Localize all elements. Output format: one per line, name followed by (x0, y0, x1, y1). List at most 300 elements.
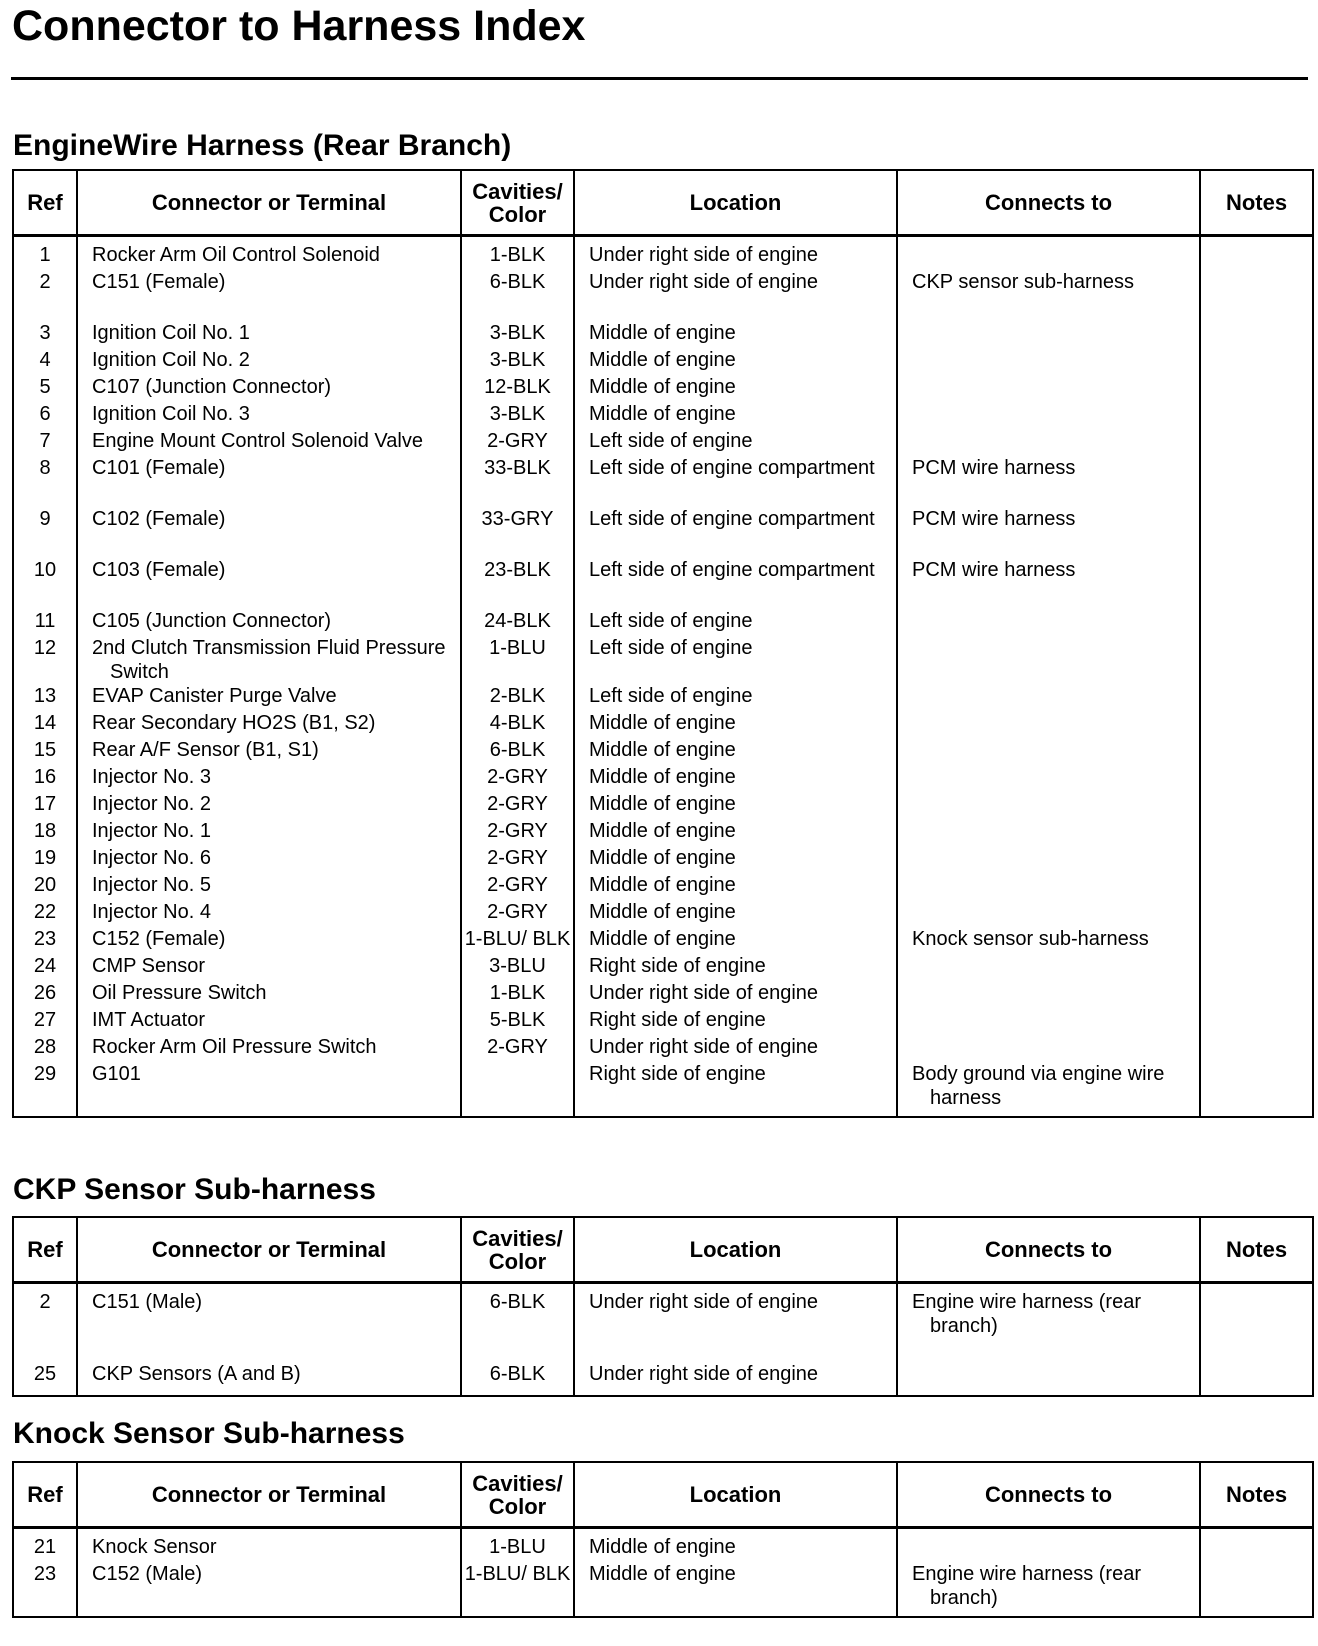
location-cell (574, 900, 897, 927)
ref-cell-text: 20 (33, 874, 57, 896)
location-cell (574, 1362, 897, 1396)
cavities-cell (461, 456, 574, 483)
location-cell-text: Under right side of engine (589, 244, 819, 266)
ref-cell (13, 954, 77, 981)
ref-cell (13, 321, 77, 348)
connector-cell-text: C101 (Female) (92, 457, 226, 479)
location-cell-text: Middle of engine (589, 847, 736, 869)
ref-cell-text: 4 (39, 349, 51, 371)
spacer-cell (574, 297, 897, 321)
connector-cell-text: C151 (Female) (92, 271, 226, 293)
table-row (13, 1035, 1313, 1062)
ref-cell-text: 9 (39, 508, 51, 530)
ref-cell-text: 17 (33, 793, 57, 815)
connector-cell-text: CKP Sensors (A and B) (92, 1363, 301, 1385)
location-cell-text: Under right side of engine (589, 271, 819, 293)
header-notes: Notes (1200, 1217, 1313, 1283)
connector-cell-text: Ignition Coil No. 2 (92, 349, 250, 371)
connector-cell-text: Rear A/F Sensor (B1, S1) (92, 739, 319, 761)
ref-cell (13, 792, 77, 819)
location-cell-text: Left side of engine (589, 637, 753, 659)
connector-cell (77, 927, 461, 954)
table-row (13, 738, 1313, 765)
cavities-cell-text: 1-BLU (489, 637, 546, 659)
location-cell-text: Middle of engine (589, 403, 736, 425)
header-cavities (461, 1462, 574, 1528)
ref-cell (13, 684, 77, 711)
notes-cell (1200, 402, 1313, 429)
connector-cell-text: C107 (Junction Connector) (92, 376, 332, 398)
spacer-cell (13, 534, 77, 558)
connector-cell (77, 684, 461, 711)
connects-to-cell (897, 1062, 1200, 1117)
cavities-cell (461, 1035, 574, 1062)
connector-cell (77, 609, 461, 636)
cavities-cell (461, 348, 574, 375)
section-heading-ckp-sensor-sub-harness: CKP Sensor Sub-harness (13, 1173, 376, 1206)
cavities-cell (461, 270, 574, 297)
location-cell (574, 1035, 897, 1062)
cavities-cell (461, 873, 574, 900)
location-cell (574, 375, 897, 402)
connects-to-cell (897, 1283, 1200, 1339)
spacer-cell (461, 297, 574, 321)
cavities-cell-text: 4-BLK (489, 712, 546, 734)
cavities-cell-text: 33-BLK (484, 457, 551, 479)
cavities-cell-text: 1-BLU/ BLK (464, 1563, 571, 1585)
location-cell-text: Left side of engine (589, 610, 753, 632)
ref-cell (13, 236, 77, 271)
connector-cell (77, 792, 461, 819)
connects-to-cell (897, 873, 1200, 900)
cavities-cell (461, 636, 574, 684)
connects-to-cell-text: Engine wire harness (rear branch) (912, 1563, 1141, 1609)
cavities-cell (461, 1283, 574, 1339)
table-row (13, 900, 1313, 927)
ref-cell-text: 26 (33, 982, 57, 1004)
cavities-cell (461, 1362, 574, 1396)
notes-cell (1200, 981, 1313, 1008)
ref-cell-text: 21 (33, 1536, 57, 1558)
spacer-cell (13, 483, 77, 507)
connects-to-cell-text: PCM wire harness (912, 508, 1076, 530)
ref-cell-text: 28 (33, 1036, 57, 1058)
location-cell (574, 609, 897, 636)
header-connects-to: Connects to (897, 1462, 1200, 1528)
header-connector: Connector or Terminal (77, 1462, 461, 1528)
cavities-cell (461, 765, 574, 792)
cavities-cell-text: 1-BLU (489, 1536, 546, 1558)
connector-cell-text: C151 (Male) (92, 1291, 203, 1313)
spacer-cell (897, 585, 1200, 609)
header-ref: Ref (13, 1462, 77, 1528)
header-notes: Notes (1200, 1462, 1313, 1528)
table-row (13, 792, 1313, 819)
location-cell (574, 1008, 897, 1035)
notes-cell (1200, 429, 1313, 456)
cavities-cell (461, 846, 574, 873)
location-cell-text: Right side of engine (589, 1063, 766, 1085)
location-cell-text: Middle of engine (589, 349, 736, 371)
cavities-cell-text: 3-BLK (489, 349, 546, 371)
connector-cell (77, 954, 461, 981)
header-location: Location (574, 1217, 897, 1283)
location-cell (574, 558, 897, 585)
connector-cell-text: Rocker Arm Oil Pressure Switch (92, 1036, 377, 1058)
connector-cell (77, 507, 461, 534)
knock-sensor-sub-harness-table (12, 1461, 1314, 1618)
table-row (13, 456, 1313, 483)
spacer-cell (574, 483, 897, 507)
table-row (13, 375, 1313, 402)
table-row (13, 348, 1313, 375)
spacer-cell (897, 483, 1200, 507)
notes-cell (1200, 927, 1313, 954)
location-cell-text: Middle of engine (589, 712, 736, 734)
table-row (13, 1528, 1313, 1563)
spacer-cell (897, 297, 1200, 321)
ref-cell-text: 3 (39, 322, 51, 344)
connector-cell (77, 711, 461, 738)
cavities-cell (461, 321, 574, 348)
connects-to-cell-text: Body ground via engine wire harness (912, 1063, 1165, 1109)
table-row (13, 765, 1313, 792)
spacer-cell (574, 585, 897, 609)
connects-to-cell (897, 1008, 1200, 1035)
location-cell (574, 711, 897, 738)
ref-cell (13, 558, 77, 585)
connector-cell (77, 236, 461, 271)
table-row (13, 846, 1313, 873)
connector-cell (77, 270, 461, 297)
location-cell (574, 429, 897, 456)
cavities-cell (461, 236, 574, 271)
ref-cell (13, 1528, 77, 1563)
header-cavities (461, 170, 574, 236)
ref-cell (13, 900, 77, 927)
ref-cell (13, 1283, 77, 1339)
connects-to-cell (897, 402, 1200, 429)
spacer-cell (77, 585, 461, 609)
spacer-cell (13, 297, 77, 321)
cavities-cell (461, 429, 574, 456)
notes-cell (1200, 1062, 1313, 1117)
location-cell (574, 1062, 897, 1117)
ref-cell-text: 2 (39, 271, 51, 293)
cavities-cell (461, 609, 574, 636)
connector-cell (77, 1035, 461, 1062)
ref-cell (13, 1035, 77, 1062)
notes-cell (1200, 900, 1313, 927)
connects-to-cell-text: Engine wire harness (rear branch) (912, 1291, 1141, 1337)
header-row (13, 1217, 1313, 1283)
connector-cell (77, 636, 461, 684)
spacer-cell (574, 534, 897, 558)
location-cell (574, 1562, 897, 1617)
connector-cell-text: Injector No. 1 (92, 820, 211, 842)
section-heading-engine-wire-harness: EngineWire Harness (Rear Branch) (13, 129, 512, 162)
cavities-cell (461, 738, 574, 765)
table-row (13, 981, 1313, 1008)
table-row (13, 1008, 1313, 1035)
notes-cell (1200, 375, 1313, 402)
row-spacer (13, 534, 1313, 558)
ref-cell-text: 5 (39, 376, 51, 398)
ref-cell (13, 873, 77, 900)
location-cell (574, 846, 897, 873)
location-cell-text: Middle of engine (589, 1536, 736, 1558)
header-cavities-line1: Cavities/ (472, 178, 563, 204)
location-cell (574, 819, 897, 846)
location-cell-text: Under right side of engine (589, 982, 819, 1004)
ref-cell (13, 846, 77, 873)
location-cell-text: Middle of engine (589, 322, 736, 344)
notes-cell (1200, 609, 1313, 636)
location-cell (574, 927, 897, 954)
location-cell-text: Middle of engine (589, 766, 736, 788)
ref-cell-text: 24 (33, 955, 57, 977)
ref-cell (13, 1008, 77, 1035)
connects-to-cell (897, 1035, 1200, 1062)
location-cell-text: Left side of engine compartment (589, 457, 875, 479)
connects-to-cell (897, 348, 1200, 375)
table-row (13, 873, 1313, 900)
cavities-cell-text: 1-BLU/ BLK (464, 928, 571, 950)
cavities-cell (461, 981, 574, 1008)
connects-to-cell (897, 456, 1200, 483)
header-connects-to: Connects to (897, 1217, 1200, 1283)
connects-to-cell-text: PCM wire harness (912, 559, 1076, 581)
connector-cell-text: 2nd Clutch Transmission Fluid Pressure Switch (92, 637, 446, 683)
notes-cell (1200, 1283, 1313, 1339)
location-cell-text: Under right side of engine (589, 1036, 819, 1058)
cavities-cell-text: 1-BLK (489, 244, 546, 266)
connector-cell (77, 375, 461, 402)
location-cell-text: Right side of engine (589, 1009, 766, 1031)
section-heading-knock-sensor-sub-harness: Knock Sensor Sub-harness (13, 1417, 405, 1450)
spacer-cell (77, 297, 461, 321)
connector-cell (77, 1562, 461, 1617)
location-cell (574, 402, 897, 429)
ref-cell (13, 927, 77, 954)
table-row (13, 1562, 1313, 1617)
connects-to-cell (897, 765, 1200, 792)
ref-cell (13, 402, 77, 429)
notes-cell (1200, 558, 1313, 585)
header-connects-to: Connects to (897, 170, 1200, 236)
cavities-cell (461, 507, 574, 534)
connector-cell-text: Injector No. 4 (92, 901, 211, 923)
notes-cell (1200, 792, 1313, 819)
ref-cell-text: 7 (39, 430, 51, 452)
connector-cell-text: Engine Mount Control Solenoid Valve (92, 430, 423, 452)
location-cell (574, 321, 897, 348)
location-cell (574, 792, 897, 819)
connects-to-cell (897, 684, 1200, 711)
cavities-cell (461, 711, 574, 738)
ref-cell (13, 270, 77, 297)
notes-cell (1200, 765, 1313, 792)
cavities-cell-text: 33-GRY (481, 508, 554, 530)
connector-cell (77, 1283, 461, 1339)
connector-cell (77, 873, 461, 900)
notes-cell (1200, 711, 1313, 738)
ref-cell (13, 375, 77, 402)
location-cell (574, 270, 897, 297)
header-ref: Ref (13, 170, 77, 236)
cavities-cell-text: 5-BLK (489, 1009, 546, 1031)
header-ref: Ref (13, 1217, 77, 1283)
ref-cell (13, 738, 77, 765)
spacer-cell (1200, 585, 1313, 609)
cavities-cell-text: 2-BLK (489, 685, 546, 707)
connects-to-cell-text: PCM wire harness (912, 457, 1076, 479)
cavities-cell-text: 12-BLK (484, 376, 551, 398)
header-cavities (461, 1217, 574, 1283)
connects-to-cell (897, 1528, 1200, 1563)
connects-to-cell (897, 429, 1200, 456)
cavities-cell (461, 954, 574, 981)
connector-cell (77, 456, 461, 483)
location-cell-text: Left side of engine compartment (589, 508, 875, 530)
table-row (13, 819, 1313, 846)
table-row (13, 927, 1313, 954)
cavities-cell-text: 2-GRY (487, 430, 548, 452)
ref-cell (13, 348, 77, 375)
notes-cell (1200, 684, 1313, 711)
header-cavities-line1: Cavities/ (472, 1470, 563, 1496)
cavities-cell-text: 2-GRY (487, 847, 548, 869)
cavities-cell-text: 6-BLK (489, 739, 546, 761)
notes-cell (1200, 1362, 1313, 1396)
connector-cell (77, 1362, 461, 1396)
table-row (13, 711, 1313, 738)
location-cell-text: Middle of engine (589, 739, 736, 761)
title-divider (11, 77, 1308, 80)
connects-to-cell (897, 236, 1200, 271)
spacer-cell (1200, 534, 1313, 558)
connects-to-cell (897, 321, 1200, 348)
row-spacer (13, 1338, 1313, 1362)
ref-cell (13, 819, 77, 846)
notes-cell (1200, 456, 1313, 483)
spacer-cell (574, 1338, 897, 1362)
cavities-cell-text: 1-BLK (489, 982, 546, 1004)
connects-to-cell-text: Knock sensor sub-harness (912, 928, 1149, 950)
spacer-cell (1200, 483, 1313, 507)
location-cell-text: Middle of engine (589, 820, 736, 842)
notes-cell (1200, 1035, 1313, 1062)
connects-to-cell (897, 711, 1200, 738)
connector-cell-text: Rear Secondary HO2S (B1, S2) (92, 712, 376, 734)
spacer-cell (1200, 1338, 1313, 1362)
ref-cell (13, 1562, 77, 1617)
cavities-cell-text: 3-BLK (489, 403, 546, 425)
header-location: Location (574, 170, 897, 236)
location-cell-text: Under right side of engine (589, 1363, 819, 1385)
location-cell-text: Middle of engine (589, 901, 736, 923)
cavities-cell-text: 6-BLK (489, 1291, 546, 1313)
table-row (13, 507, 1313, 534)
ref-cell (13, 456, 77, 483)
cavities-cell (461, 927, 574, 954)
spacer-cell (13, 1338, 77, 1362)
table-row (13, 270, 1313, 297)
spacer-cell (1200, 297, 1313, 321)
connects-to-cell (897, 507, 1200, 534)
page-title: Connector to Harness Index (12, 2, 586, 50)
cavities-cell-text: 23-BLK (484, 559, 551, 581)
connects-to-cell (897, 819, 1200, 846)
notes-cell (1200, 873, 1313, 900)
table-row (13, 1062, 1313, 1117)
notes-cell (1200, 636, 1313, 684)
location-cell-text: Middle of engine (589, 928, 736, 950)
cavities-cell (461, 1008, 574, 1035)
header-cavities-line2: Color (488, 201, 547, 227)
location-cell-text: Middle of engine (589, 376, 736, 398)
spacer-cell (461, 585, 574, 609)
notes-cell (1200, 236, 1313, 271)
notes-cell (1200, 738, 1313, 765)
location-cell (574, 636, 897, 684)
connects-to-cell (897, 900, 1200, 927)
connector-cell (77, 1528, 461, 1563)
table-row (13, 1362, 1313, 1396)
connects-to-cell (897, 846, 1200, 873)
location-cell-text: Left side of engine (589, 430, 753, 452)
connects-to-cell (897, 1562, 1200, 1617)
cavities-cell (461, 402, 574, 429)
connector-cell-text: CMP Sensor (92, 955, 206, 977)
ref-cell-text: 13 (33, 685, 57, 707)
location-cell (574, 1528, 897, 1563)
connector-cell-text: Ignition Coil No. 3 (92, 403, 250, 425)
row-spacer (13, 297, 1313, 321)
header-connector: Connector or Terminal (77, 170, 461, 236)
spacer-cell (897, 1338, 1200, 1362)
location-cell-text: Left side of engine compartment (589, 559, 875, 581)
ref-cell-text: 2 (39, 1291, 51, 1313)
notes-cell (1200, 270, 1313, 297)
spacer-cell (461, 1338, 574, 1362)
location-cell (574, 236, 897, 271)
connects-to-cell (897, 375, 1200, 402)
table-row (13, 684, 1313, 711)
ckp-sensor-sub-harness-table (12, 1216, 1314, 1397)
ref-cell-text: 25 (33, 1363, 57, 1385)
notes-cell (1200, 954, 1313, 981)
header-row (13, 1462, 1313, 1528)
spacer-cell (461, 483, 574, 507)
ref-cell-text: 1 (39, 244, 51, 266)
notes-cell (1200, 1008, 1313, 1035)
header-row (13, 170, 1313, 236)
cavities-cell-text: 2-GRY (487, 793, 548, 815)
connector-cell (77, 846, 461, 873)
ref-cell-text: 18 (33, 820, 57, 842)
table-row (13, 636, 1313, 684)
connector-cell-text: Injector No. 6 (92, 847, 211, 869)
connector-cell-text: Ignition Coil No. 1 (92, 322, 250, 344)
ref-cell-text: 11 (34, 610, 56, 632)
header-cavities-line2: Color (488, 1493, 547, 1519)
spacer-cell (13, 585, 77, 609)
table-row (13, 402, 1313, 429)
connects-to-cell (897, 738, 1200, 765)
ref-cell-text: 12 (33, 637, 57, 659)
connector-cell-text: G101 (92, 1063, 141, 1085)
